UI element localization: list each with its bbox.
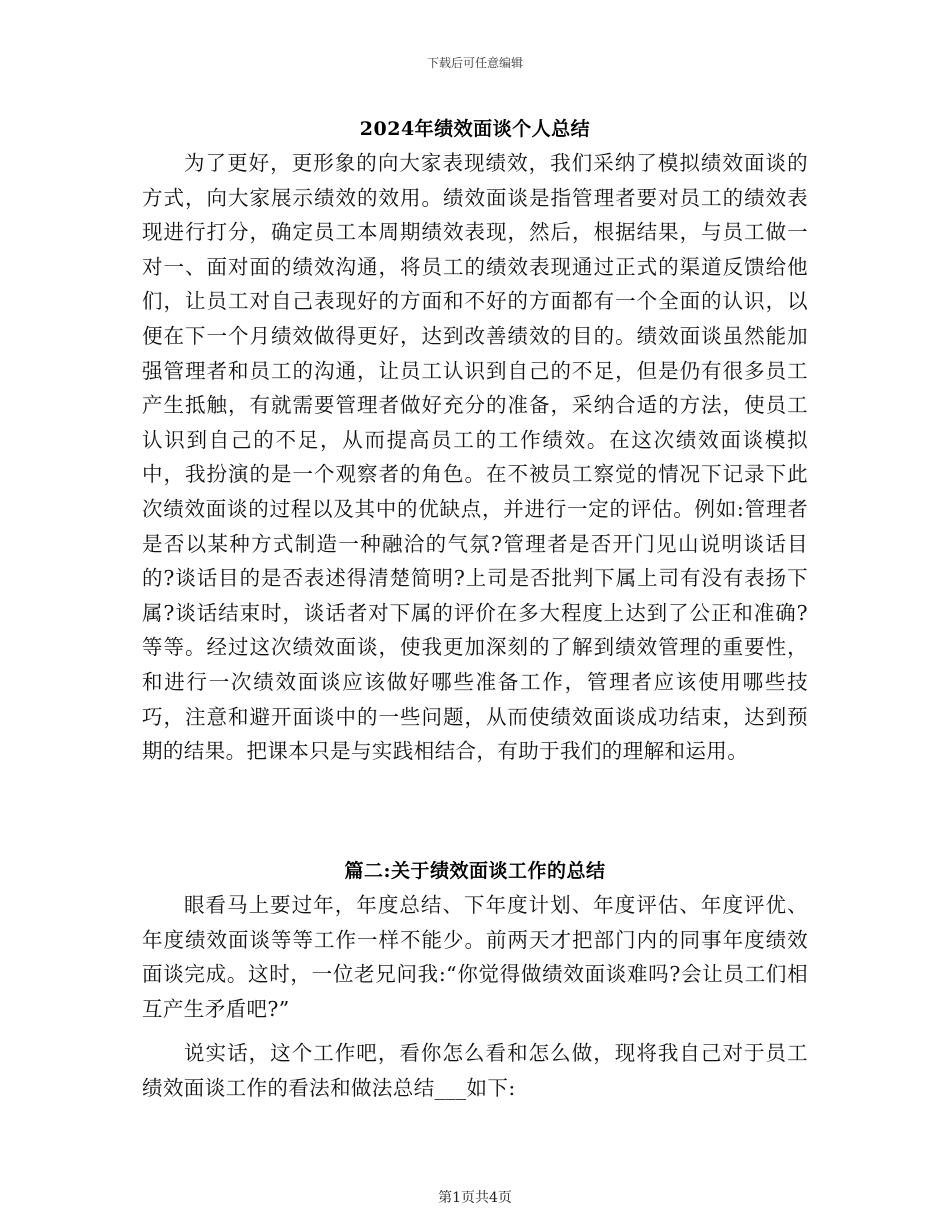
paragraph-1: 为了更好，更形象的向大家表现绩效，我们采纳了模拟绩效面谈的方式，向大家展示绩效的效用。绩效面谈是指管理者要对员工的绩效表现进行打分，确定员工本周期绩效表现，然后，根据结果，与员工做一对一、面对面的绩效沟通，将员工的绩效表现通过正式的渠道反馈给他们，让员工对自己表现好的方面和不好的方面都有一个全面的认识，以便在下一个月绩效做得更好，达到改善绩效的目的。绩效面谈虽然能加强管理者和员工的沟通，让员工认识到自己的不足，但是仍有很多员工产生抵触，有就需要管理者做好充分的准备，采纳合适的方法，使员工认识到自己的不足，从而提高员工的工作绩效。在这次绩效面谈模拟中，我扮演的是一个观察者的角色。在不被员工察觉的情况下记录下此次绩效面谈的过程以及其中的优缺点，并进行一定的评估。例如:管理者是否以某种方式制造一种融洽的气氛?管理者是否开门见山说明谈话目的?谈话目的是否表述得清楚简明?上司是否批判下属上司有没有表扬下属?谈话结束时，谈话者对下属的评价在多大程度上达到了公正和准确?等等。经过这次绩效面谈，使我更加深刻的了解到绩效管理的重要性，和进行一次绩效面谈应该做好哪些准备工作，管理者应该使用哪些技巧，注意和避开面谈中的一些问题，从而使绩效面谈成功结束，达到预期的结果。把课本只是与实践相结合，有助于我们的理解和运用。 — [142, 151, 808, 764]
section-2-paragraph-2: 说实话，这个工作吧，看你怎么看和怎么做，现将我自己对于员工绩效面谈工作的看法和做法总结___如下: — [142, 1041, 808, 1100]
section-2-title: 篇二:关于绩效面谈工作的总结 — [344, 860, 606, 882]
section-2-paragraph-1: 眼看马上要过年，年度总结、下年度计划、年度评估、年度评优、年度绩效面谈等等工作一样不能少。前两天才把部门内的同事年度绩效面谈完成。这时，一位老兄问我:“你觉得做绩效面谈难吗?会让员工们相互产生矛盾吧?” — [142, 893, 808, 1021]
page-number: 第1页共4页 — [438, 1190, 512, 1206]
header-note: 下载后可任意编辑 — [426, 56, 523, 70]
document-title: 2024年绩效面谈个人总结 — [359, 118, 591, 140]
